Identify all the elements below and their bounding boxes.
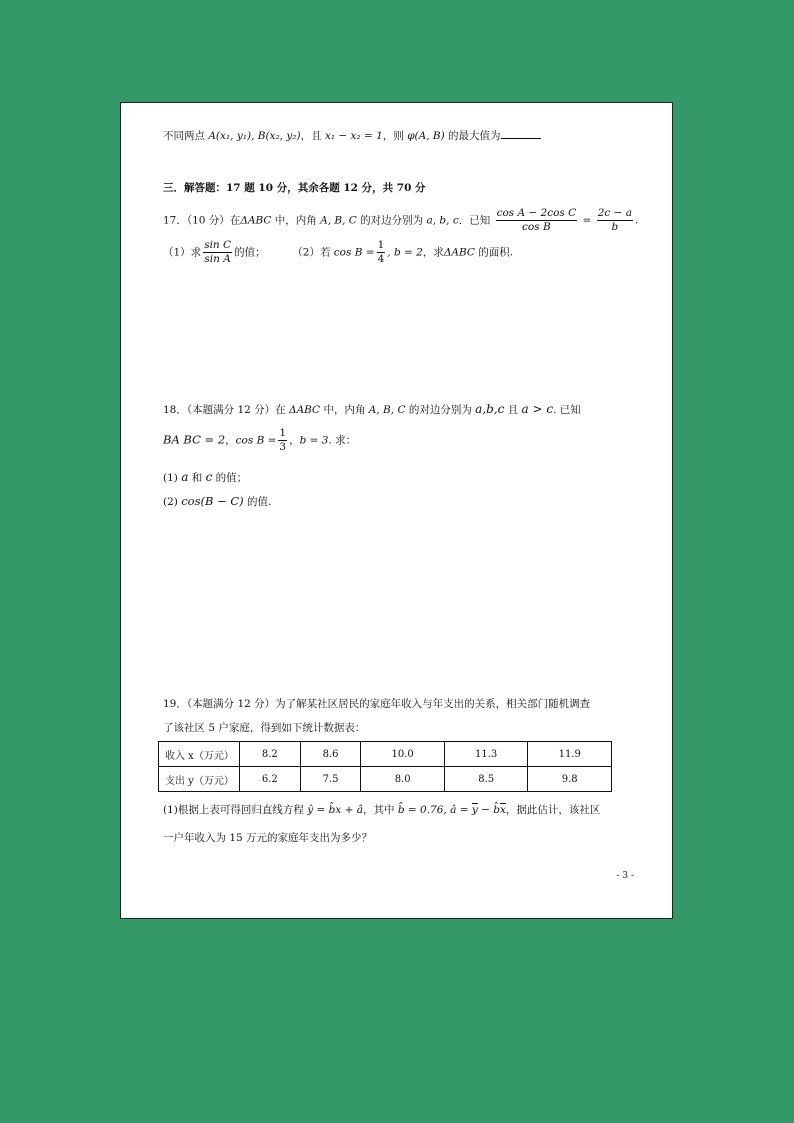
- q19-p1-where: ，其中: [363, 804, 398, 816]
- q18-cond-label: 且: [504, 404, 522, 416]
- q16-text-2: ，且: [300, 130, 325, 142]
- q18-cos: cos B =: [235, 434, 277, 447]
- table-cell: 11.3: [444, 742, 528, 767]
- q19-part1: [163, 805, 600, 816]
- table-cell: 10.0: [361, 742, 445, 767]
- q18-b-value: b = 3: [299, 434, 329, 447]
- q17-frac2-num: 2c − a: [597, 207, 633, 221]
- q18-angles: A, B, C: [368, 404, 406, 416]
- q19-mean-x: $\overline{x}$: [499, 804, 506, 816]
- q16-math-phi: φ(A, B): [407, 130, 445, 142]
- q17-part2-triangle: ΔABC: [443, 246, 475, 259]
- q17-frac2-den: b: [611, 221, 619, 234]
- q17-parts: [163, 239, 513, 266]
- q18-p1-end: 的值；: [212, 472, 248, 484]
- q17-equals: =: [579, 214, 595, 227]
- q18-p2-label: (2): [163, 496, 182, 508]
- q18-vector-product: BA BC = 2: [163, 432, 226, 447]
- q17-p2-den: 4: [377, 253, 385, 266]
- q19-p1-intro: (1)根据上表可得回归直线方程: [163, 804, 308, 816]
- q18-given: [163, 427, 356, 454]
- q19-minus-b: − b̂: [477, 804, 500, 816]
- q18-cos-den: 3: [279, 441, 287, 454]
- q17-sides: a, b, c: [426, 214, 459, 227]
- q17-fraction-right: [597, 207, 633, 234]
- q18-comma-2: ，: [289, 434, 300, 447]
- statistics-table: [158, 741, 612, 792]
- q18-known: . 已知: [553, 404, 581, 416]
- table-cell: 8.0: [361, 767, 445, 792]
- q18-p1-c: c: [205, 470, 213, 484]
- q18-condition: a > c: [521, 402, 554, 416]
- q19-p1-tail: ，据此估计，该社区: [505, 804, 601, 816]
- q17-triangle: ΔABC: [240, 214, 272, 227]
- q17-sides-label: 的对边分别为: [356, 214, 427, 227]
- q17-part2-tail: 的面积.: [474, 246, 514, 259]
- q16-math-condition: x₁ − x₂ = 1: [324, 130, 383, 142]
- q17-part2-b: , b = 2: [387, 246, 423, 259]
- table-cell: 8.6: [300, 742, 361, 767]
- q18-p1-label: (1): [163, 472, 182, 484]
- q17-p1-den: sin A: [204, 253, 231, 266]
- q17-mid: 中，内角: [271, 214, 321, 227]
- table-cell: 8.5: [444, 767, 528, 792]
- q18-p2-expression: cos(B − C): [181, 494, 244, 508]
- q18-p2-end: 的值.: [243, 496, 272, 508]
- table-cell: 9.8: [528, 767, 612, 792]
- q17-part2-cos: cos B =: [333, 246, 375, 259]
- table-row-label: 收入 x（万元）: [159, 742, 240, 767]
- table-cell: 7.5: [300, 767, 361, 792]
- section-title: 三．解答题：17 题 10 分，其余各题 12 分，共 70 分: [163, 182, 426, 194]
- q18-sides-label: 的对边分别为: [405, 404, 476, 416]
- q17-frac1-den: cos B: [522, 221, 551, 234]
- q17-part1-end: 的值；: [234, 246, 266, 259]
- q19-regression-equation: ŷ = b̂x + â: [307, 804, 363, 816]
- table-row-label: 支出 y（万元）: [159, 767, 240, 792]
- page-number: - 3 -: [616, 871, 634, 881]
- q18-p1-and: 和: [188, 472, 206, 484]
- q17-frac1-num: cos A − 2cos C: [496, 207, 578, 221]
- q18-p1-a: a: [181, 470, 189, 484]
- q18-part1: [163, 471, 247, 484]
- q17-end: .: [634, 214, 639, 227]
- q16-text-3: ，则: [382, 130, 408, 142]
- q17-p1-num: sin C: [203, 239, 232, 253]
- q17-fraction-left: [496, 207, 578, 234]
- q16-text-1: 不同两点: [163, 130, 209, 142]
- q18-mid: 中，内角: [320, 404, 369, 416]
- q19-part1-line-2: 一户年收入为 15 万元的家庭年支出为多少？: [163, 832, 373, 844]
- q17-part2-end: ，求: [422, 246, 444, 259]
- q18-part2: [163, 496, 271, 508]
- table-cell: 11.9: [528, 742, 612, 767]
- q17-p2-num: 1: [377, 239, 386, 253]
- q17-stem: [163, 207, 638, 234]
- q17-intro: 17．（10 分）在: [163, 214, 241, 227]
- q19-line-1: 19．（本题满分 12 分）为了解某社区居民的家庭年收入与年支出的关系，相关部门随机调查: [163, 698, 591, 710]
- q16-tail: [163, 131, 541, 142]
- q18-cos-fraction: [278, 427, 287, 454]
- table-row: [159, 767, 612, 792]
- q17-part1-label: （1）求: [163, 246, 202, 259]
- q16-text-4: 的最大值为: [444, 130, 501, 142]
- q18-cos-num: 1: [278, 427, 287, 441]
- q18-sides: a,b,c: [475, 402, 505, 416]
- table-cell: 8.2: [240, 742, 301, 767]
- q18-stem: [163, 403, 581, 416]
- q17-part2-fraction: [377, 239, 386, 266]
- table-cell: 6.2: [240, 767, 301, 792]
- q19-line-2: 了该社区 5 户家庭，得到如下统计数据表：: [163, 722, 366, 734]
- table-row: [159, 742, 612, 767]
- q17-part2-label: （2）若: [292, 246, 334, 259]
- q18-triangle: ΔABC: [288, 404, 321, 416]
- q18-comma-1: ，: [225, 434, 236, 447]
- q19-mean-y: $\overline{y}$: [471, 804, 478, 816]
- q19-coefficients: b̂ = 0.76, â =: [397, 804, 472, 816]
- answer-blank: [501, 138, 541, 139]
- q18-ask: . 求：: [328, 434, 357, 447]
- q16-math-points: A(x₁, y₁), B(x₂, y₂): [208, 130, 301, 142]
- q17-part1-fraction: [203, 239, 232, 266]
- exam-page: [120, 102, 673, 919]
- q18-intro: 18．（本题满分 12 分）在: [163, 404, 289, 416]
- q17-known: ．已知: [458, 214, 491, 227]
- q17-angles: A, B, C: [320, 214, 357, 227]
